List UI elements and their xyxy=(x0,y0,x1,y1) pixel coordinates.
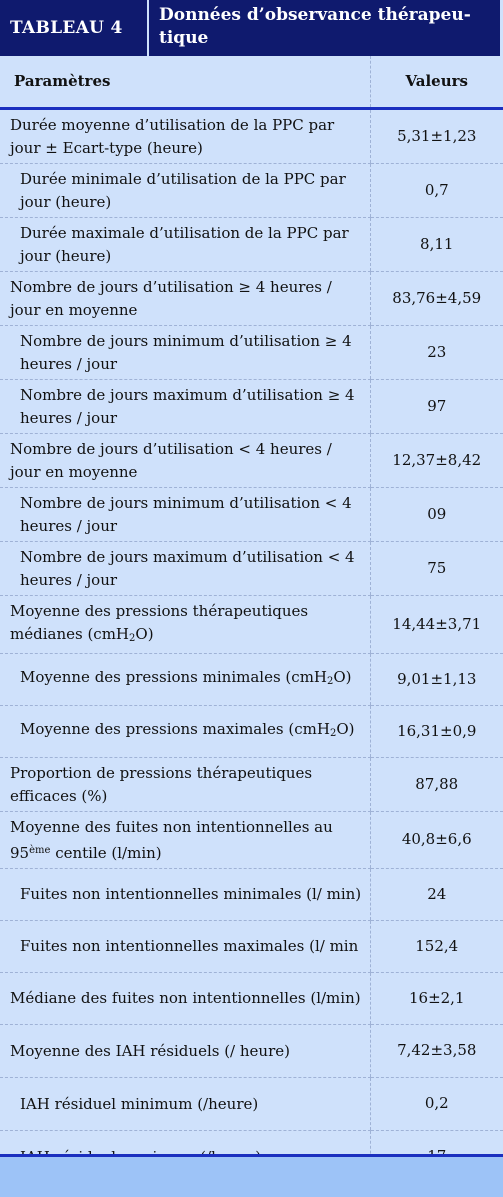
table-row xyxy=(0,595,503,653)
parameter-cell: Durée minimale d’utilisation de la PPC par jour (heure) xyxy=(0,163,370,217)
subscript: 2 xyxy=(129,632,136,644)
table-row xyxy=(0,811,503,868)
value-cell: 14,44±3,71 xyxy=(370,595,503,653)
value-cell: 24 xyxy=(370,868,503,920)
parameter-cell: Nombre de jours d’utilisation ≥ 4 heures / jour en moyenne xyxy=(0,271,370,325)
value-cell: 16±2,1 xyxy=(370,972,503,1024)
parameter-cell: Nombre de jours minimum d’utilisation < 4 heures / jour xyxy=(0,487,370,541)
column-header-parameters: Paramètres xyxy=(0,56,370,108)
table-row xyxy=(0,972,503,1024)
subscript: 2 xyxy=(329,728,337,739)
subscript: 2 xyxy=(327,676,334,687)
parameter-cell: IAH résiduel minimum (/heure) xyxy=(0,1077,370,1130)
table-footer-bar xyxy=(0,1154,503,1197)
parameter-text: O) xyxy=(333,668,352,686)
parameter-cell: Moyenne des IAH résiduels (/ heure) xyxy=(0,1024,370,1077)
parameter-cell: Proportion de pressions thérapeutiques efficaces (%) xyxy=(0,757,370,811)
value-cell: 7,42±3,58 xyxy=(370,1024,503,1077)
column-header-values: Valeurs xyxy=(370,56,503,108)
table-row xyxy=(0,108,503,163)
table-row xyxy=(0,653,503,705)
parameter-cell: Durée moyenne d’utilisation de la PPC par jour ± Ecart-type (heure) xyxy=(0,108,370,163)
table-row xyxy=(0,271,503,325)
parameter-cell: Nombre de jours maximum d’utilisation < 4 heures / jour xyxy=(0,541,370,595)
parameter-cell: Nombre de jours maximum d’utilisation ≥ 4 heures / jour xyxy=(0,379,370,433)
table-row xyxy=(0,217,503,271)
parameter-text: centile (l/min) xyxy=(50,843,162,862)
parameter-cell xyxy=(0,595,370,653)
parameter-cell: Durée maximale d’utilisation de la PPC par jour (heure) xyxy=(0,217,370,271)
parameter-cell: Nombre de jours d’utilisation < 4 heures / jour en moyenne xyxy=(0,433,370,487)
parameter-text: O) xyxy=(135,624,154,643)
table-row xyxy=(0,379,503,433)
adherence-table xyxy=(0,56,503,1184)
table-row xyxy=(0,868,503,920)
table-row xyxy=(0,1077,503,1130)
value-cell: 16,31±0,9 xyxy=(370,705,503,757)
superscript: ème xyxy=(29,844,51,856)
parameter-cell: Médiane des fuites non intentionnelles (l/min) xyxy=(0,972,370,1024)
value-cell: 12,37±8,42 xyxy=(370,433,503,487)
parameter-text: Moyenne des fuites non intentionnelles au 95 xyxy=(10,817,333,862)
parameter-cell: Fuites non intentionnelles minimales (l/ min) xyxy=(0,868,370,920)
table-row xyxy=(0,920,503,972)
table-row xyxy=(0,433,503,487)
parameter-cell: Nombre de jours minimum d’utilisation ≥ 4 heures / jour xyxy=(0,325,370,379)
table-row xyxy=(0,163,503,217)
parameter-text: Moyenne des pressions maximales (cmH xyxy=(20,720,330,738)
table-title: Données d’observance thérapeu-tique xyxy=(149,0,500,56)
parameter-cell xyxy=(0,653,370,705)
table-row xyxy=(0,705,503,757)
table-row xyxy=(0,325,503,379)
table-row xyxy=(0,541,503,595)
value-cell: 152,4 xyxy=(370,920,503,972)
parameter-cell xyxy=(0,811,370,868)
value-cell: 0,2 xyxy=(370,1077,503,1130)
value-cell: 23 xyxy=(370,325,503,379)
value-cell: 75 xyxy=(370,541,503,595)
parameter-text: Moyenne des pressions thérapeutiques médianes (cmH xyxy=(10,601,309,643)
table-header xyxy=(0,0,503,56)
value-cell: 0,7 xyxy=(370,163,503,217)
value-cell: 09 xyxy=(370,487,503,541)
value-cell: 8,11 xyxy=(370,217,503,271)
table-number-label: TABLEAU 4 xyxy=(0,0,147,56)
value-cell: 87,88 xyxy=(370,757,503,811)
parameter-text: Moyenne des pressions minimales (cmH xyxy=(20,668,327,686)
parameter-cell xyxy=(0,705,370,757)
table-row xyxy=(0,487,503,541)
value-cell: 9,01±1,13 xyxy=(370,653,503,705)
table-row xyxy=(0,1024,503,1077)
value-cell: 83,76±4,59 xyxy=(370,271,503,325)
value-cell: 40,8±6,6 xyxy=(370,811,503,868)
parameter-text: O) xyxy=(336,720,355,738)
value-cell: 5,31±1,23 xyxy=(370,108,503,163)
parameter-cell: Fuites non intentionnelles maximales (l/ min xyxy=(0,920,370,972)
table-row xyxy=(0,757,503,811)
value-cell: 97 xyxy=(370,379,503,433)
